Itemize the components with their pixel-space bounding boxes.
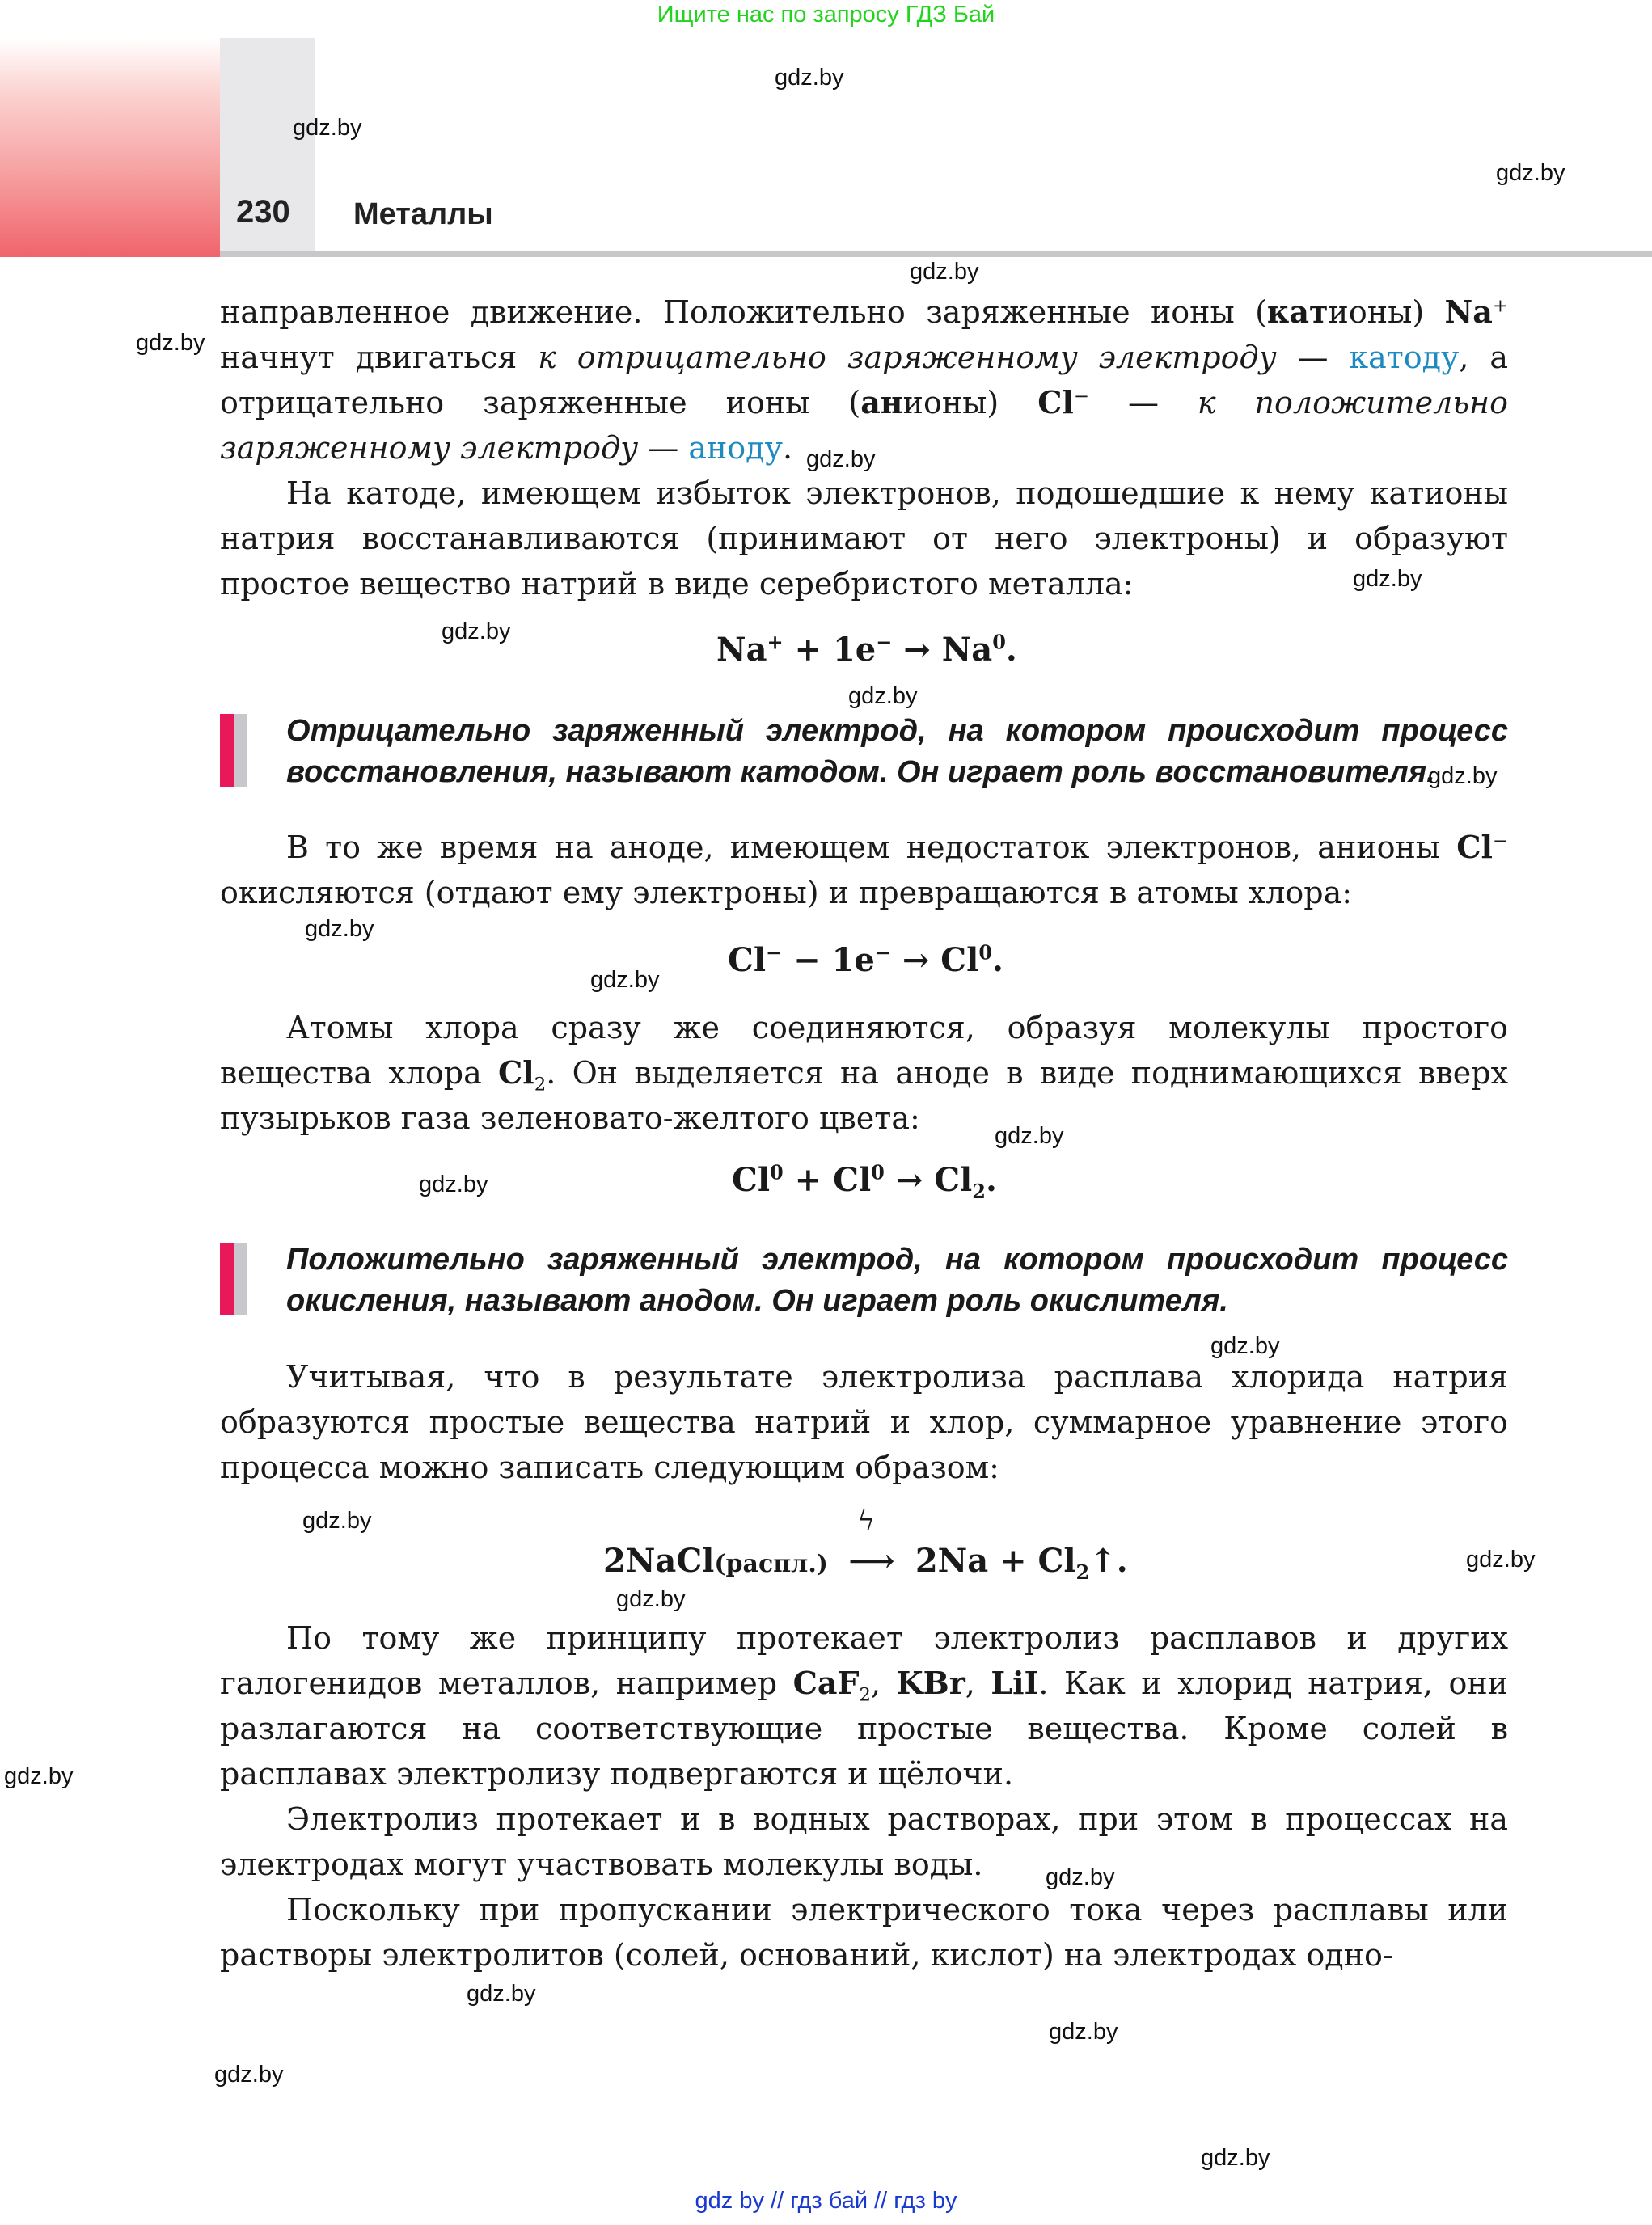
watermark: gdz.by <box>305 916 374 942</box>
watermark: gdz.by <box>1046 1864 1115 1890</box>
definition-marker-bar <box>220 714 234 787</box>
paragraph-anode-oxidation: В то же время на аноде, имеющем недостаток электронов, анионы Cl− окисляются (отдают ему электроны) и превращаются в атомы хлора: <box>220 829 1508 910</box>
definition-marker-shadow <box>234 1243 247 1315</box>
definition-marker-shadow <box>234 714 247 787</box>
watermark: gdz.by <box>214 2062 284 2088</box>
paragraph-chlorine-molecules: Атомы хлора сразу же соединяются, образуя молекулы простого вещества хлора $Cl_2$. Он выделяется на аноде в виде поднимающихся вверх пузырьков газа зеленовато-желтого цвета: <box>220 1010 1509 1136</box>
watermark: gdz.by <box>806 446 876 472</box>
watermark: gdz.by <box>302 1508 372 1534</box>
watermark: gdz.by <box>467 1981 536 2007</box>
definition-marker-bar <box>220 1243 234 1315</box>
equation-chloride-oxidation: $Cl^- - 1e^- \to Cl^0$. <box>728 940 1003 979</box>
electrolysis-arrow: ϟ ⟶ <box>848 1505 895 1580</box>
watermark: gdz.by <box>1353 566 1422 592</box>
definition-cathode: Отрицательно заряженный электрод, на котором происходит процесс восстановления, называют катодом. Он играет роль восстановителя. <box>220 714 1508 788</box>
paragraph-current-through-melts: Поскольку при пропускании электрического тока через расплавы или растворы электролитов (солей, оснований, кислот) на электродах одно- <box>220 1892 1508 1973</box>
paragraph-other-halides: По тому же принципу протекает электролиз расплавов и других галогенидов металлов, например CaF$_2$, KBr, LiI. Как и хлорид натрия, они разлагаются на соответствующие простые вещества. Кроме солей в расплавах электролизу подвергаются и щёлочи. <box>220 1620 1508 1792</box>
paragraph-aqueous-solutions: Электролиз протекает и в водных растворах, при этом в процессах на электродах могут участвовать молекулы воды. <box>220 1801 1508 1882</box>
paragraph-ions-movement: направленное движение. Положительно заряженные ионы (катионы) Na+ начнут двигаться к отрицательно заряженному электроду — катоду, а отрицательно заряженные ионы (анионы) Cl− — к положительно заряженному электроду — аноду. <box>220 293 1508 466</box>
decorative-red-panel <box>0 38 220 257</box>
watermark: gdz.by <box>1201 2145 1270 2171</box>
paragraph-cathode-reduction: На катоде, имеющем избыток электронов, подошедшие к нему катионы натрия восстанавливаются (принимают от него электроны) и образуют простое вещество натрий в виде серебристого металла: <box>220 475 1508 602</box>
term-anode-link[interactable]: аноду <box>688 430 783 466</box>
watermark: gdz.by <box>293 115 362 141</box>
watermark: gdz.by <box>442 619 511 644</box>
equation-nacl-electrolysis: 2NaCl(распл.) ϟ ⟶ $2Na + Cl_2↑$. <box>603 1505 1128 1584</box>
watermark: gdz.by <box>775 65 844 91</box>
definition-anode: Положительно заряженный электрод, на котором происходит процесс окисления, называют анодом. Он играет роль окислителя. <box>220 1243 1508 1317</box>
page-number: 230 <box>236 194 290 230</box>
watermark: gdz.by <box>136 330 205 356</box>
search-banner: Ищите нас по запросу ГДЗ Бай <box>657 2 995 27</box>
footer-links: gdz by // гдз бай // гдз by <box>695 2188 957 2214</box>
watermark: gdz.by <box>1210 1333 1280 1359</box>
equation-sodium-reduction: $Na^+ + 1e^- \to Na^0$. <box>716 630 1017 669</box>
gas-arrow-icon: ↑ <box>1089 1542 1117 1580</box>
term-cathode-link[interactable]: катоду <box>1349 340 1460 375</box>
watermark: gdz.by <box>1428 763 1498 789</box>
chapter-title: Металлы <box>353 197 493 231</box>
watermark: gdz.by <box>995 1123 1064 1149</box>
paragraph-overall-equation-intro: Учитывая, что в результате электролиза расплава хлорида натрия образуются простые вещества натрий и хлор, суммарное уравнение этого процесса можно записать следующим образом: <box>220 1359 1508 1485</box>
watermark: gdz.by <box>910 259 979 285</box>
lightning-bolt-icon: ϟ <box>856 1505 876 1537</box>
watermark: gdz.by <box>616 1586 686 1612</box>
watermark: gdz.by <box>848 683 918 709</box>
watermark: gdz.by <box>1049 2019 1118 2045</box>
watermark: gdz.by <box>590 967 660 993</box>
watermark: gdz.by <box>419 1172 488 1197</box>
header-divider <box>220 251 1652 257</box>
watermark: gdz.by <box>1496 160 1565 186</box>
watermark: gdz.by <box>4 1763 74 1789</box>
equation-chlorine-formation: $Cl^0 + Cl^0 \to Cl_2$. <box>732 1160 997 1203</box>
watermark: gdz.by <box>1466 1547 1536 1573</box>
